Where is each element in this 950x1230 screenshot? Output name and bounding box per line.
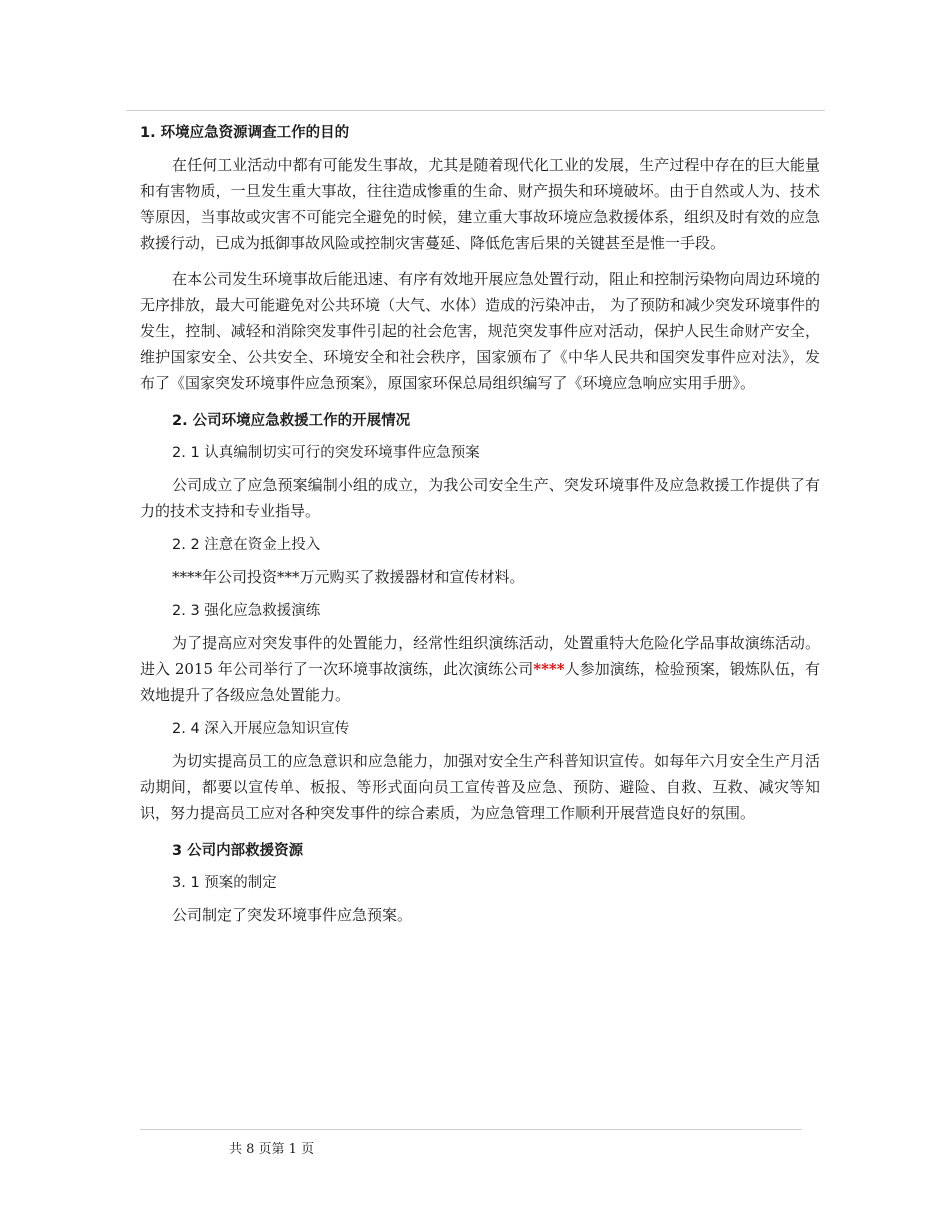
- participant-count-placeholder: ****: [533, 660, 565, 678]
- section-2-3-heading: 2. 3 强化应急救援演练: [172, 603, 321, 619]
- section-2-3-text-after: 人参加演练，检验预案，锻炼队伍，有效地提升了各级应急处置能力。: [140, 660, 820, 704]
- document-body: [140, 120, 820, 928]
- section-3-1-paragraph: 公司制定了突发环境事件应急预案。: [172, 906, 413, 924]
- section-1-paragraph-2: 在本公司发生环境事故后能迅速、有序有效地开展应急处置行动，阻止和控制污染物向周边环境的无序排放，最大可能避免对公共环境（大气、水体）造成的污染冲击， 为了预防和减少突发环境事件的发生，控制、减轻和消除突发事件引起的社会危害，规范突发事件应对活动，保护人民生命财产安全，维护国家安全、公共安全、环境安全和社会秩序，国家颁布了《中华人民共和国突发事件应对法》，发布了《国家突发环境事件应急预案》，原国家环保总局组织编写了《环境应急响应实用手册》。: [140, 270, 820, 392]
- page-number: 共 8 页第 1 页: [229, 1142, 315, 1157]
- section-2-heading: 2. 公司环境应急救援工作的开展情况: [172, 413, 411, 429]
- section-1-paragraph-1: 在任何工业活动中都有可能发生事故，尤其是随着现代化工业的发展，生产过程中存在的巨大能量和有害物质，一旦发生重大事故，往往造成惨重的生命、财产损失和环境破坏。由于自然或人为、技术等原因，当事故或灾害不可能完全避免的时候，建立重大事故环境应急救援体系，组织及时有效的应急救援行动，已成为抵御事故风险或控制灾害蔓延、降低危害后果的关键甚至是惟一手段。: [140, 156, 820, 252]
- section-1-heading: 1. 环境应急资源调查工作的目的: [140, 125, 350, 141]
- section-2-2-paragraph: ****年公司投资***万元购买了救援器材和宣传材料。: [172, 568, 525, 586]
- section-3-1-heading: 3. 1 预案的制定: [172, 875, 277, 891]
- footer-divider: [140, 1129, 802, 1130]
- section-2-4-paragraph: 为切实提高员工的应急意识和应急能力，加强对安全生产科普知识宣传。如每年六月安全生产月活动期间，都要以宣传单、板报、等形式面向员工宣传普及应急、预防、避险、自救、互救、减灾等知识，努力提高员工应对各种突发事件的综合素质，为应急管理工作顺利开展营造良好的氛围。: [140, 752, 820, 822]
- section-2-1-heading: 2. 1 认真编制切实可行的突发环境事件应急预案: [172, 445, 480, 461]
- section-2-3-text-before: 为了提高应对突发事件的处置能力，经常性组织演练活动，处置重特大危险化学品事故演练活动。进入 2015 年公司举行了一次环境事故演练，此次演练公司: [140, 634, 820, 678]
- section-2-2-heading: 2. 2 注意在资金上投入: [172, 537, 321, 553]
- section-2-3-paragraph: [140, 630, 820, 708]
- header-divider: [126, 110, 825, 111]
- section-2-1-paragraph: 公司成立了应急预案编制小组的成立，为我公司安全生产、突发环境事件及应急救援工作提供了有力的技术支持和专业指导。: [140, 476, 820, 520]
- section-2-4-heading: 2. 4 深入开展应急知识宣传: [172, 721, 350, 737]
- section-3-heading: 3 公司内部救援资源: [172, 843, 304, 859]
